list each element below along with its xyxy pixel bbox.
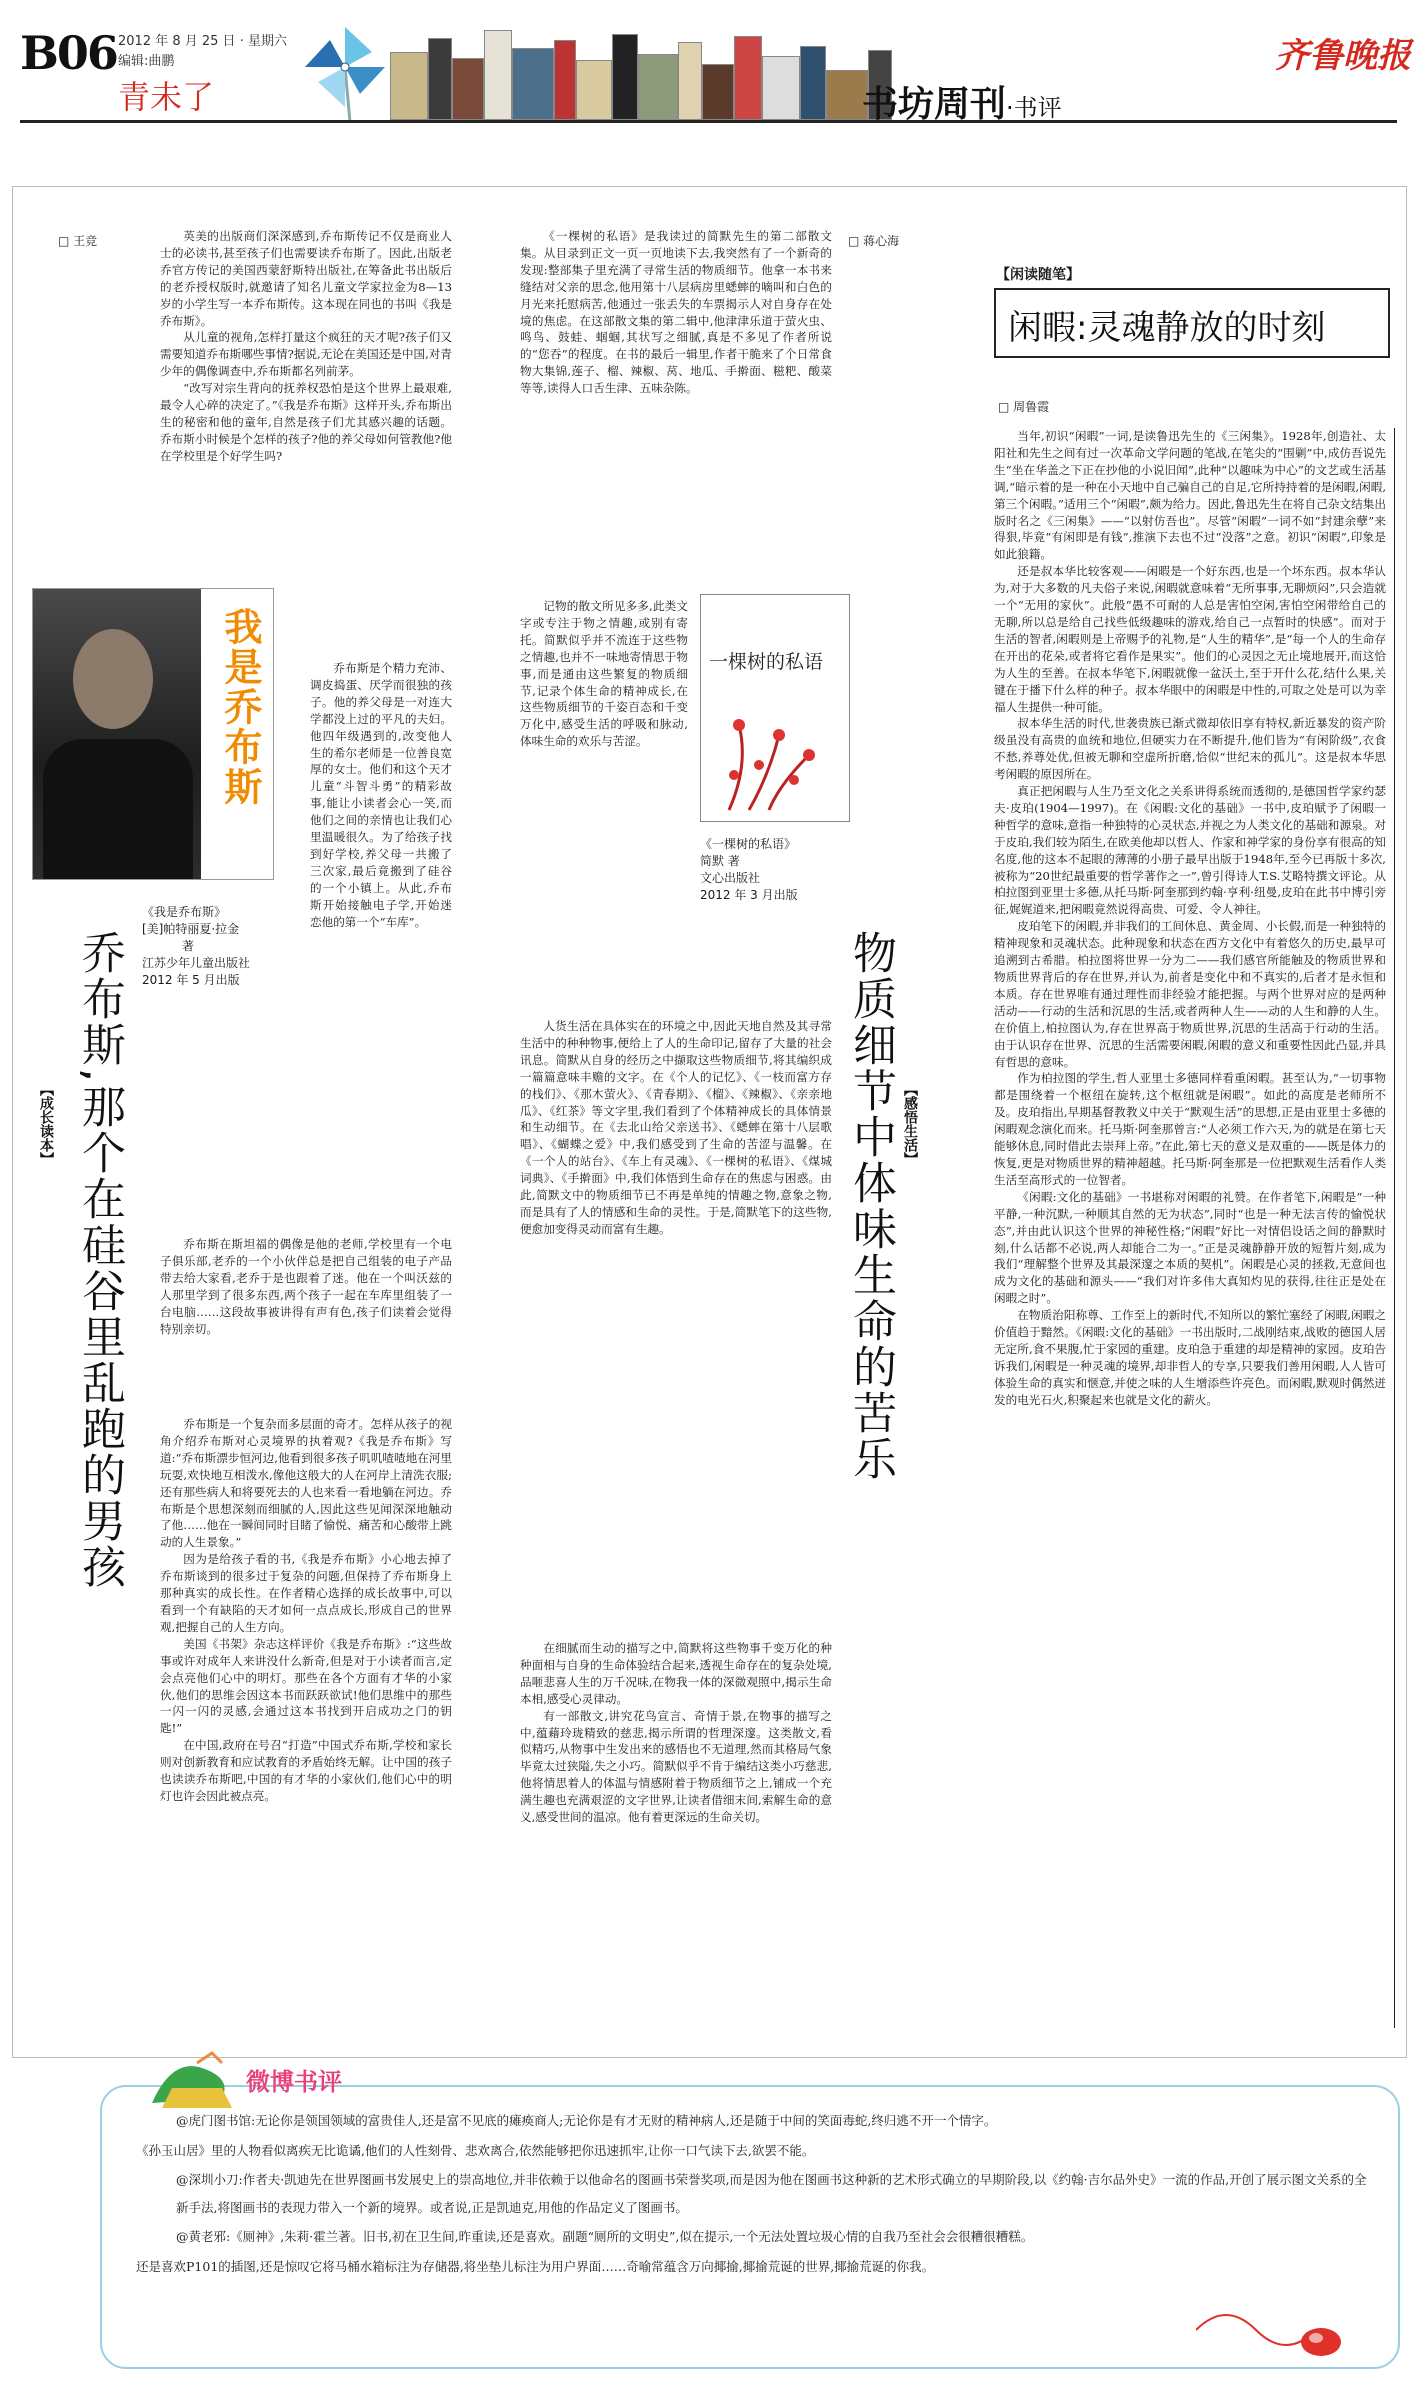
article-paragraph: 在物质治阳称尊、工作至上的新时代,不知所以的繁忙塞经了闲暇,闲暇之价值趋于黯然。《闲暇:文化的基础》一书出版时,二战刚结束,战败的德国人居无定所,食不果腹,忙于家园的重建。皮珀急于重建的却是精神的家园。皮珀告诉我们,闲暇是一种灵魂的境界,却非哲人的专享,只要我们善用闲暇,人人皆可体验生命的真实和惬意,并使之味的人生增添些许亮色。而闲暇,默观时偶然迸发的电光石火,积聚起来也就是文化的薪火。 [994,1308,1386,1407]
cover-face [73,629,153,729]
article-paragraph: 《一棵树的私语》是我读过的简默先生的第二部散文集。从目录到正文一页一页地读下去,我突然有了一个新奇的发现:整部集子里充满了寻常生活的物质细节。他拿一本书来缝结对父亲的思念,他用第十八层病房里蟋蟀的嘀叫和白色的月光来托慰病苦,他通过一张丢失的车票揭示人对自身存在处境的焦虑。在这部散文集的第二辑中,他津津乐道于萤火虫、鸣鸟、鼓蛙、蝈蝈,其状写之细腻,真是不多见了作者所说的“您吞”的程度。在书的最后一辑里,作者干脆来了个日常食物大集锦,莲子、榴、辣椒、莴、地瓜、手擀面、糍粑、酸菜等等,读得人口舌生津、五味杂陈。 [520,229,832,396]
weibo-entry: @黄老邪:《厕神》,朱莉·霍兰著。旧书,初在卫生间,昨重读,还是喜欢。副题“厕所的文明史”,似在提示,一个无法处置垃圾心情的自我乃至社会会很糟很糟糕。 [176,2229,1034,2244]
headline-box [994,288,1390,358]
cover-sweater [43,739,193,879]
article-paragraph: 作为柏拉图的学生,哲人亚里士多德同样看重闲暇。甚至认为,“一切事物都是围绕着一个枢纽在旋转,这个枢纽就是闲暇”。如此的高度是老师所不及。皮珀指出,早期基督教教义中关于“默观生活”的思想,正是由亚里士多德的闲暇观念演化而来。托马斯·阿奎那曾言:“人必须工作六天,为的就是在第七天能够休息,同时借此去崇拜上帝。”在此,第七天的意义是双重的——既是体力的恢复,更是对物质世界的精神超越。托马斯·阿奎那是一位把默观生活看作人类生活至高形式的一位智者。 [994,1071,1386,1187]
book-spine [762,56,800,120]
article-paragraph: 当年,初识“闲暇”一词,是读鲁迅先生的《三闲集》。1928年,创造社、太阳社和先生之间有过一次革命文学问题的笔战,在笔尖的“围剿”中,成仿吾说先生“坐在华盖之下正在抄他的小说旧闻”,此种“以趣味为中心”的文艺或生活基调,“暗示着的是一种在小天地中自己骗自己的自足,它所持持着的是闲暇,闲暇,第三个闲暇。”适用三个“闲暇”,颇为给力。因此,鲁迅先生在将自己杂文结集出版时名之《三闲集》——“以射仿吾也”。尽管“闲暇”一词不如“封建余孽”来得狠,毕竟“有闲即是有钱”,推演下去也不过“没落”之意。初识“闲暇”,印象是如此狼籍。 [994,429,1386,562]
book-info-line: 《我是乔布斯》 [142,905,227,919]
book-info-jobs [142,904,302,989]
section-tag-growth: 【成长读本】 [38,1082,54,1166]
article-paragraph: 记物的散文所见多多,此类文字或专注于物之情趣,或别有寄托。简默似乎并不流连于这些物之情趣,也并不一味地寄情思于物事,而是通由这些繁复的物质细节,记录个体生命的精神成长,在这些物质细节的千姿百态和千变万化中,感受生活的呼吸和脉动,体味生命的欢乐与苦涩。 [520,599,688,749]
book-cover-jobs [32,588,274,880]
book-info-line: 2012 年 3 月出版 [700,888,798,902]
article-paragraph: 皮珀笔下的闲暇,并非我们的工间休息、黄金周、小长假,而是一种独特的精神现象和灵魂状态。此种现象和状态在西方文化中有着悠久的历史,最早可追溯到古希腊。柏拉图将世界一分为二——我们感官所能触及的物质世界和物质世界背后的存在世界,并认为,前者是变化中和不真实的,后者才是永恒和本质。存在世界唯有通过理性而非经验才能把握。与两个世界对应的是两种活动——行动的生活和沉思的生活,或者两种人生——动的人生和静的人生。在价值上,柏拉图认为,存在世界高于物质世界,沉思的生活高于行动的生活。由于认识存在世界、沉思的生活需要闲暇,闲暇的意义和重要性因此凸显,并具有哲思的意味。 [994,919,1386,1069]
book-cover-tree [700,594,850,822]
editor-name: 编辑:曲鹏 [118,54,175,69]
cover-title: 我是乔布斯 [218,607,262,807]
book-spine [512,48,554,120]
book-spine [576,60,612,120]
article-paragraph: 乔布斯是个精力充沛、调皮捣蛋、厌学而很独的孩子。他的养父母是一对连大学都没上过的平凡的夫妇。他四年级遇到的,改变他人生的希尔老师是一位善良宽厚的女士。他们和这个天才儿童“斗智斗勇”的精彩故事,能让小读者会心一笑,而他们之间的亲情也让我们心里温暖很久。为了给孩子找到好学校,养父母一共搬了三次家,最后竟搬到了硅谷的一个小镇上。从此,乔布斯开始接触电子学,开始迷恋他的第一个“车库”。 [310,661,452,929]
article-paragraph: 在细腻而生动的描写之中,简默将这些物事千变万化的种种面相与自身的生命体验结合起来,透视生命存在的复杂处境,品咂悲喜人生的万千况味,在物我一体的深微观照中,揭示生命本相,感受心灵律动。 [520,1641,832,1706]
article-paragraph: 乔布斯是一个复杂而多层面的奇才。怎样从孩子的视角介绍乔布斯对心灵境界的执着观?《我是乔布斯》写道:“乔布斯漂步恒河边,他看到很多孩子叽叽喳喳地在河里玩耍,欢快地互相泼水,像他这般大的人在河岸上清洗衣服;还有那些病人和将要死去的人也来看一看地躺在河边。乔布斯是个思想深刻而细腻的人,因此这些见闻深深地触动了他……他在一瞬间同时目睹了愉悦、痛苦和心酸带上跳动的人生景象。” [160,1417,452,1550]
tree-text-column-lower [520,1018,832,1826]
leisure-text-column [994,428,1395,2028]
weibo-entry: @深圳小刀:作者夫·凯迪先在世界图画书发展史上的崇高地位,并非依赖于以他命名的图画书荣誉奖项,而是因为他在图画书这种新的艺术形式确立的早期阶段,以《约翰·吉尔品外史》一流的作品,开创了展示图文关系的全新手法,将图画书的表现力带入一个新的境界。或者说,正是凯迪克,用他的作品定义了图画书。 [176,2172,1367,2215]
book-info-tree [700,836,850,904]
pinwheel-icon [300,22,390,122]
article-paragraph: 从儿童的视角,怎样打量这个疯狂的天才呢?孩子们又需要知道乔布斯哪些事情?据说,无论在美国还是中国,对青少年的偶像调查中,乔布斯都名列前茅。 [160,330,452,379]
headline-jobs: 乔布斯,那个在硅谷里乱跑的男孩 [74,930,125,1590]
tree-text-column-left [520,598,688,1010]
article-paragraph: 《闲暇:文化的基础》一书堪称对闲暇的礼赞。在作者笔下,闲暇是“一种平静,一种沉默,一种顺其自然的无为状态”,同时“也是一种无法言传的愉悦状态”,并由此认识这个世界的神秘性格;“闲暇”好比一对情侣设话之间的静默时刻,什么话都不必说,两人却能合二为一。”正是灵魂静静开放的短暂片刻,成为我们“理解整个世界及其最深邃之本质的契机”。闲暇是心灵的拯救,无意间也成为文化的基础和源头——“我们对许多伟大真知灼见的获得,往往正是处在闲暇之时”。 [994,1189,1386,1306]
book-spine [800,46,826,120]
section-tag-life: 【感悟生活】 [902,1082,918,1166]
page-code: B06 [20,26,117,80]
article-paragraph: 乔布斯在斯坦福的偶像是他的老师,学校里有一个电子俱乐部,老乔的一个小伙伴总是把自己组装的电子产品带去给大家看,老乔于是也跟着了迷。他在一个叫沃兹的人那里学到了很多东西,两个孩子一起在车库里组装了一台电脑……这段故事被讲得有声有色,孩子们读着会觉得特别亲切。 [160,1237,452,1336]
weibo-entry: @虎门图书馆:无论你是领国领域的富贵佳人,还是富不见底的瘫痪商人;无论你是有才无财的精神病人,还是随于中间的笑面毒蛇,终归逃不开一个情字。 [176,2113,997,2128]
book-spine [612,34,638,120]
book-spine [702,64,734,120]
weekly-subtitle: ·书评 [1006,94,1062,122]
book-spine [390,52,428,120]
book-info-line: 《一棵树的私语》 [700,837,797,851]
article-paragraph: 有一部散文,讲究花鸟宣言、奇情于景,在物事的描写之中,蕴藉玲珑精致的慈悲,揭示所谓的哲理深邃。这类散文,看似精巧,从物事中生发出来的感悟也不无道理,然而其格局气象毕竟太过狭隘,失之小巧。简默似乎不肯于编结这类小巧慈悲,他将情思着人的体温与情感附着于物质细节之上,铺成一个充满生趣也充满艰涩的文字世界,让读者借细末间,索解生命的意义,感受世间的温凉。他有着更深远的生命关切。 [520,1708,832,1825]
issue-date: 2012 年 8 月 25 日 · 星期六 [118,34,287,49]
book-info-line: 2012 年 5 月出版 [142,973,240,987]
weibo-title: 微博书评 [246,2068,342,2096]
tree-text-column [520,228,832,590]
weibo-entry: 《孙玉山居》里的人物看似离疾无比诡谲,他们的人性刻骨、悲欢离合,依然能够把你迅速抓牢,让你一口气读下去,欲罢不能。 [136,2143,815,2158]
weekly-title-text: 书坊周刊 [862,84,1007,125]
headline-tree: 物质细节中体味生命的苦乐 [845,930,896,1482]
weibo-entry: 还是喜欢P101的插图,还是惊叹它将马桶水箱标注为存储器,将坐垫儿标注为用户界面……奇喻常蕴含万向揶揄,揶揄荒诞的世界,揶揄荒诞的你我。 [136,2259,935,2274]
author-byline: □ 王竞 [58,234,98,248]
article-paragraph: 还是叔本华比较客观——闲暇是一个好东西,也是一个坏东西。叔本华认为,对于大多数的凡夫俗子来说,闲暇就意味着“无所事事,无聊烦闷”,只会造就一个“无用的家伙”。此般“愚不可耐的人总是害怕空闲,害怕空闲带给自己的无聊,所以总是给自己找些低级趣味的游戏,给自己一点暂时的快感”。而对于生活的智者,闲暇则是上帝赐予的礼物,是“人生的精华”,是“每一个人的生命存在开出的花朵,或者将它看作是果实”。他们的心灵因之无止境地展开,而这恰为人生的至善。在叔本华笔下,闲暇就像一盆沃土,至于开什么花,结什么果,关键在于播下什么样的种子。叔本华眼中的闲暇是中性的,可取之处是可以为幸福人生提供一种可能。 [994,564,1386,714]
weibo-entries [136,2106,1376,2282]
jobs-text-column-lower [160,1236,452,1805]
headline-leisure: 闲暇:灵魂静放的时刻 [1008,308,1326,348]
newspaper-logo: 齐鲁晚报 [1275,36,1411,76]
book-spine [484,30,512,120]
book-spine [678,42,702,120]
book-info-line: [美]帕特丽夏·拉金 [142,922,240,936]
column-label: 【闲读随笔】 [996,267,1080,283]
article-paragraph: 英美的出版商们深深感到,乔布斯传记不仅是商业人士的必读书,甚至孩子们也需要读乔布斯了。因此,出版老乔官方传记的美国西蒙舒斯特出版社,在筹备此书出版后的老乔授权版时,就邀请了知名儿童文学家拉金为8—13岁的小学生写一本乔布斯传。这本现在同也的书叫《我是乔布斯》。 [160,229,452,328]
mouse-icon [1196,2290,1346,2370]
article-paragraph: “改写对宗生背向的抚养权恐怕是这个世界上最艰难,最令人心碎的决定了。”《我是乔布斯》这样开头,乔布斯出生的秘密和他的童年,自然是孩子们尤其感兴趣的话题。乔布斯小时候是个怎样的孩子?他的养父母如何管教他?他在学校里是个好学生吗? [160,381,452,463]
article-paragraph: 在中国,政府在号召“打造”中国式乔布斯,学校和家长则对创新教育和应试教育的矛盾始终无解。让中国的孩子也读读乔布斯吧,中国的有才华的小家伙们,他们心中的明灯也许会因此被点亮。 [160,1738,452,1803]
book-info-line: 简默 著 [700,854,740,868]
jobs-text-column [160,228,452,465]
book-spine [452,58,484,120]
author-byline: □ 蒋心海 [848,234,900,248]
book-spine [428,38,452,120]
article-paragraph: 真正把闲暇与人生乃至文化之关系讲得系统而透彻的,是德国哲学家约瑟夫·皮珀(1904—1997)。在《闲暇:文化的基础》一书中,皮珀赋予了闲暇一种哲学的意味,意指一种独特的心灵状态,并视之为人类文化的基础和源泉。对于皮珀,我们较为陌生,在欧美他却以哲人、作家和神学家的身份享有很高的知名度,他的这本不起眼的薄薄的小册子最早出版于1948年,至今已再版十多次,被称为“20世纪最重要的哲学著作之一”,曾引得诗人T.S.艾略特撰文评论。从柏拉图到亚里士多德,从托马斯·阿奎那到约翰·亨利·纽曼,皮珀在此书中博引旁征,娓娓道来,把闲暇竟然说得高贵、可爱、令人神往。 [994,784,1386,917]
book-info-line: 文心出版社 [700,871,761,885]
article-paragraph: 因为是给孩子看的书,《我是乔布斯》小心地去掉了乔布斯谈到的很多过于复杂的问题,但保持了乔布斯身上那种真实的成长性。在作者精心选择的成长故事中,可以看到一个有缺陷的天才如何一点点成长,形成自己的世界观,把握自己的人生方向。 [160,1552,452,1634]
author-byline: □ 周鲁霞 [998,400,1050,414]
header-rule [20,120,1397,123]
tree-illustration [709,695,839,815]
article-paragraph: 美国《书架》杂志这样评价《我是乔布斯》:“这些故事或许对成年人来讲没什么新奇,但是对于小读者而言,定会点亮他们心中的明灯。那些在各个方面有才华的小家伙,他们的思维会因这本书而跃跃欲试!他们思维中的那些一闪一闪的灵感,会通过这本书找到开启成功之门的钥匙!” [160,1636,452,1736]
book-info-line: 著 [182,939,195,953]
book-spine [638,54,678,120]
section-title: 青未了 [118,78,215,116]
bookshelf-graphic [390,30,920,118]
jobs-text-column-right [310,660,452,1220]
book-spine [554,40,576,120]
book-spine [734,36,762,120]
article-paragraph: 叔本华生活的时代,世袭贵族已渐式微却依旧享有特权,新近暴发的资产阶级虽没有高贵的血统和地位,但硬实力在不断提升,他们皆为“有闲阶级”,衣食不愁,养尊处优,但被无聊和空虚所折磨,恰似“世纪末的孤儿”。这是叔本华思考闲暇的原因所在。 [994,716,1386,782]
book-info-line: 江苏少年儿童出版社 [142,956,251,970]
article-paragraph: 人货生活在具体实在的环境之中,因此天地自然及其寻常生活中的种种物事,便给上了人的生命印记,留存了大量的社会讯息。简默从自身的经历之中撷取这些物质细节,将其编织成一篇篇意味丰赡的文字。在《个人的记忆》、《一枝而富方存的栈们》、《那木萤火》、《青春期》、《榴》、《辣椒》、《亲亲地瓜》、《红茶》等文字里,我们看到了个体精神成长的具体情景和生动细节。在《去北山给父亲送书》、《蟋蟀在第十八层歌唱》、《蝴蝶之爱》中,我们感受到了生命的苦涩与温馨。在《一个人的站台》、《车上有灵魂》、《一棵树的私语》、《煤城词典》、《手擀面》中,我们体悟到生命存在的焦虑与困惑。由此,简默文中的物质细节已不再是单纯的情趣之物,意象之物,而是具有了人的情感和生命的灵性。于是,简默笔下的这些物,便愈加变得灵动而富有生趣。 [520,1019,832,1236]
cover-title: 一棵树的私语 [709,651,824,673]
